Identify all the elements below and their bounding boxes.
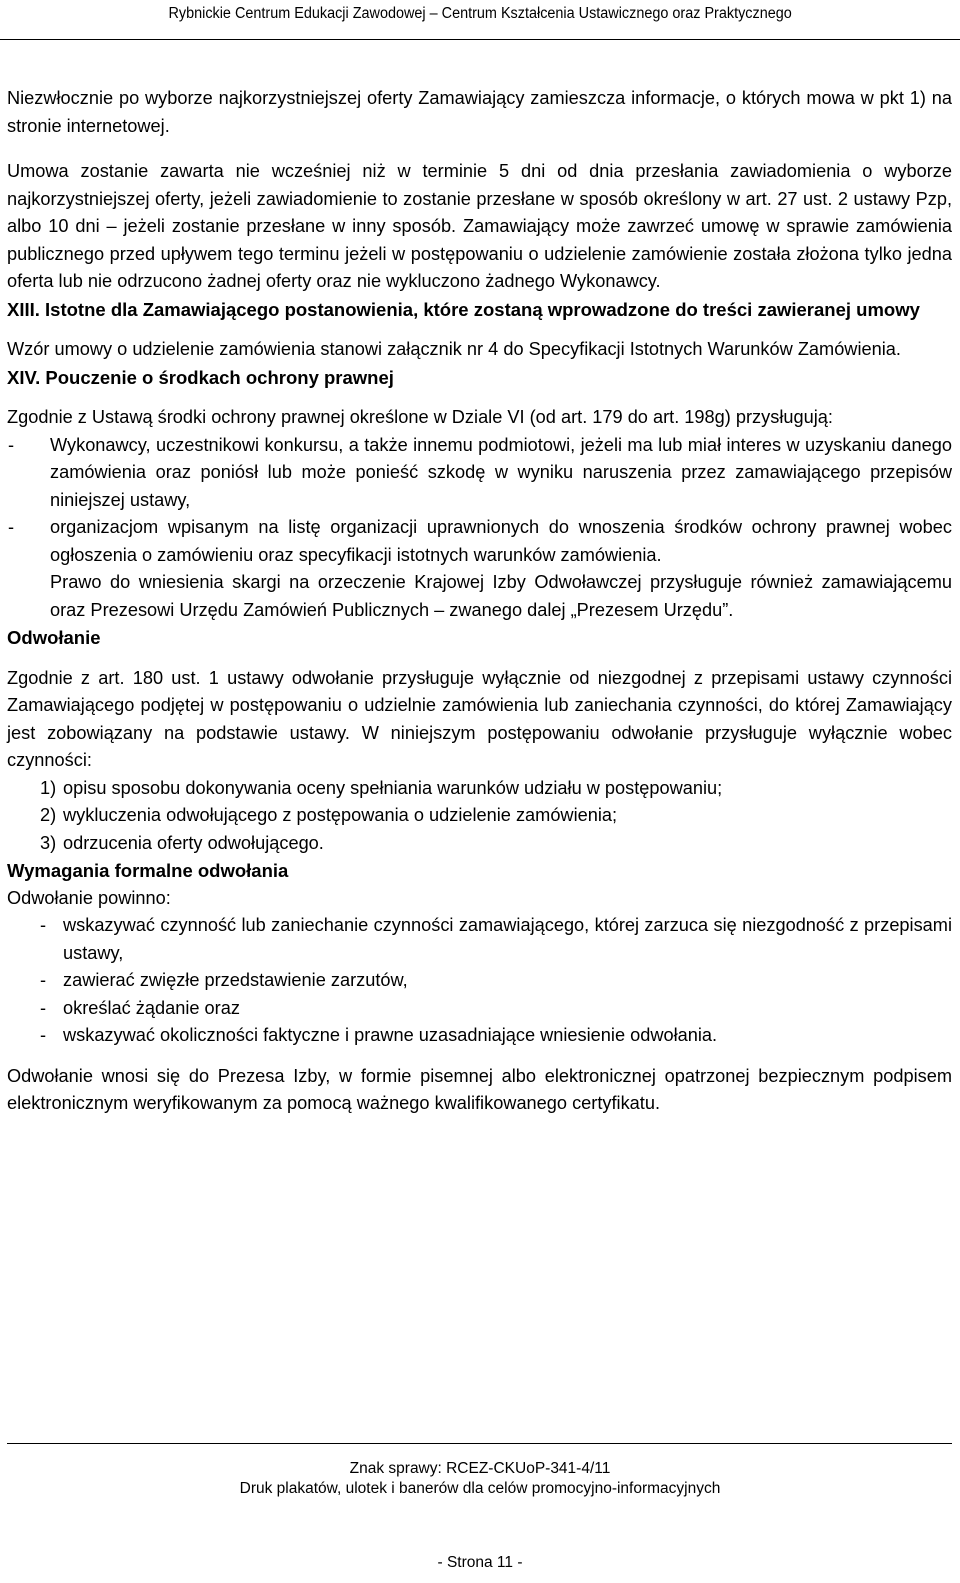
subheading-odwolanie: Odwołanie [7,627,101,648]
dash-marker: - [40,997,47,1018]
list-item [7,775,952,803]
paragraph-appeal-scope: Zgodnie z art. 180 ust. 1 ustawy odwołanie przysługuje wyłącznie od niezgodnej z przepisami ustawy czynności Zamawiającego podjętej w postępowaniu o udzielnie zamówienia lub zaniechania czynności, do której Zamawiający jest zobowiązany na podstawie ustawy. W niniejszym postępowaniu odwołanie przysługuje wyłącznie wobec czynności: [7,667,952,770]
footer-case-number: Znak sprawy: RCEZ-CKUoP-341-4/11 [349,1460,611,1477]
dash-marker: - [40,1025,47,1045]
document-body [7,85,952,1118]
paragraph-contract-terms: Umowa zostanie zawarta nie wcześniej niż w terminie 5 dni od dnia przesłania zawiadomienia o wyborze najkorzystniejszej oferty, jeżeli zawiadomienie to zostanie przesłane w sposób określony w art. 27 ust. 2 ustawy Pzp, albo 10 dni – jeżeli zostanie przesłane w inny sposób. Zamawiający może zawrzeć umowę w sprawie zamówienia publicznego przed upływem tego terminu jeżeli w postępowaniu o udzielenie zamówienie została złożona tylko jedna oferta lub nie odrzucono żadnej oferty oraz nie wykluczono żadnego Wykonawcy. [7,161,952,291]
dash-marker: - [8,434,15,455]
list-item [7,432,952,515]
list-item [7,802,952,830]
paragraph-contract-template: Wzór umowy o udzielenie zamówienia stanowi załącznik nr 4 do Specyfikacji Istotnych Warunków Zamówienia. [7,339,901,359]
dash-marker: - [40,970,47,990]
subheading-wymagania: Wymagania formalne odwołania [7,860,289,881]
header-title: Rybnickie Centrum Edukacji Zawodowej – Centrum Kształcenia Ustawicznego oraz Praktycznego [168,5,792,22]
section-heading-xiii: XIII. Istotne dla Zamawiającego postanowienia, które zostaną wprowadzone do treści zawieranej umowy [7,298,920,320]
list-item [7,995,952,1023]
list-item [7,514,952,569]
dash-marker: - [40,915,47,935]
list-item-text: określać żądanie oraz [63,997,240,1018]
list-item-text: wskazywać okoliczności faktyczne i prawne uzasadniające wniesienie odwołania. [63,1025,718,1045]
page-number: - Strona 11 - [437,1554,523,1571]
paragraph-appeal-should: Odwołanie powinno: [7,887,171,908]
list-item-text: opisu sposobu dokonywania oceny spełniania warunków udziału w postępowaniu; [63,777,723,798]
list-number: 1) [40,777,57,798]
list-item [7,1022,952,1050]
paragraph-legal-remedies: Zgodnie z Ustawą środki ochrony prawnej określone w Dziale VI (od art. 179 do art. 198g) przysługują: [7,407,833,427]
section-heading-xiv: XIV. Pouczenie o środkach ochrony prawnej [7,366,394,388]
list-item-text: organizacjom wpisanym na listę organizacji uprawnionych do wnoszenia środków ochrony prawnej wobec ogłoszenia o zamówieniu oraz specyfikacji istotnych warunków zamówienia. [50,517,952,565]
footer-divider [7,1443,952,1444]
paragraph-complaint-right: Prawo do wniesienia skargi na orzeczenie Krajowej Izby Odwoławczej przysługuje również zamawiającemu oraz Prezesowi Urzędu Zamówień Publicznych – zwanego dalej „Prezesem Urzędu”. [50,572,952,620]
list-number: 2) [40,805,57,825]
list-item-text: wykluczenia odwołującego z postępowania o udzielenie zamówienia; [63,805,618,825]
list-item [7,912,952,967]
list-item-text: zawierać zwięzłe przedstawienie zarzutów, [63,970,408,990]
appeal-actions-list [7,775,952,858]
list-number: 3) [40,832,57,853]
footer-subject: Druk plakatów, ulotek i banerów dla celów promocyjno-informacyjnych [239,1480,721,1497]
page-header [0,0,960,40]
dash-marker: - [8,517,15,537]
page-footer [0,1459,960,1499]
paragraph-publication-notice: Niezwłocznie po wyborze najkorzystniejszej oferty Zamawiający zamieszcza informacje, o których mowa w pkt 1) na stronie internetowej. [7,88,952,136]
paragraph-appeal-submission: Odwołanie wnosi się do Prezesa Izby, w formie pisemnej albo elektronicznej opatrzonej bezpiecznym podpisem elektronicznym weryfikowanym za pomocą ważnego kwalifikowanego certyfikatu. [7,1065,952,1113]
list-item [7,830,952,858]
list-item-text: Wykonawcy, uczestnikowi konkursu, a także innemu podmiotowi, jeżeli ma lub miał interes w uzyskaniu danego zamówienia oraz poniósł lub może ponieść szkodę w wyniku naruszenia przez zamawiającego przepisów niniejszej ustawy, [50,434,952,510]
list-item-text: wskazywać czynność lub zaniechanie czynności zamawiającego, której zarzuca się niezgodność z przepisami ustawy, [63,915,952,963]
list-item-text: odrzucenia oferty odwołującego. [63,832,324,853]
remedies-list [7,432,952,570]
appeal-requirements-list [7,912,952,1050]
list-item [7,967,952,995]
